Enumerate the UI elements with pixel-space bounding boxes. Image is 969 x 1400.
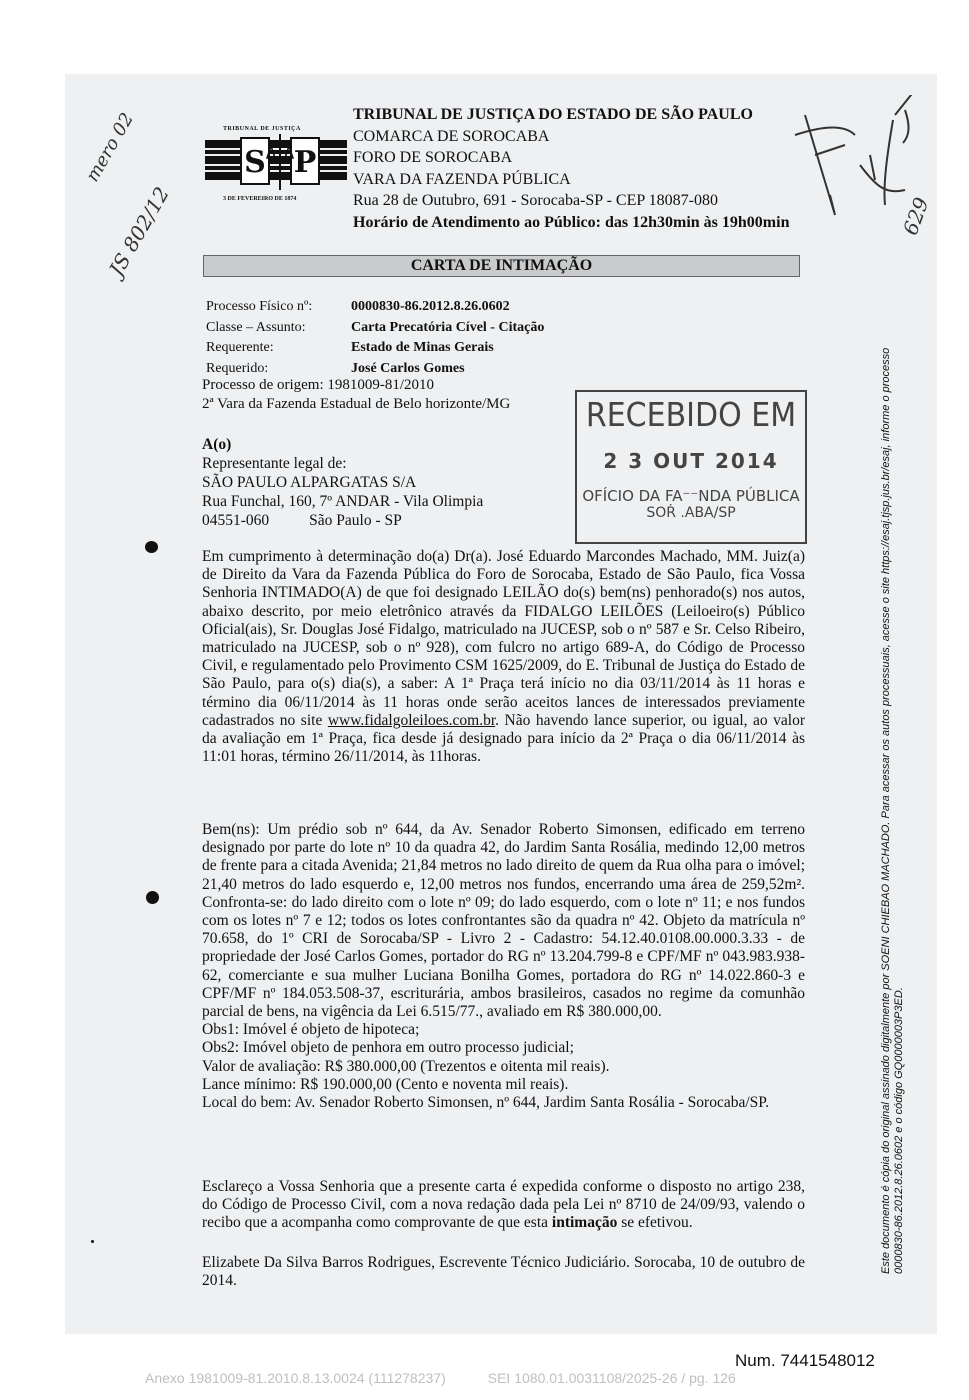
stamp-received-label: RECEBIDO EM	[585, 396, 797, 435]
recipient-company: SÃO PAULO ALPARGATAS S/A	[202, 474, 417, 491]
paragraph-clarification	[202, 1178, 805, 1233]
obs2: Obs2: Imóvel objeto de penhora em outro processo judicial;	[202, 1039, 574, 1057]
meta-label: Requerente:	[206, 340, 274, 355]
auction-site-link[interactable]: www.fidalgoleiloes.com.br	[327, 711, 496, 729]
recipient-salutation: A(o)	[202, 436, 232, 453]
stamp-date: 2 3 OUT 2014	[603, 449, 779, 473]
recipient-address	[202, 435, 483, 530]
annex-footer	[145, 1370, 736, 1386]
meta-label: Classe – Assunto:	[206, 319, 306, 335]
paragraph-determination	[202, 548, 805, 766]
handwritten-note-2: JS 802/12	[104, 182, 175, 280]
handwritten-signature-marks	[775, 95, 935, 265]
comarca-name: COMARCA DE SOROCABA	[353, 127, 550, 145]
tribunal-name: TRIBUNAL DE JUSTIÇA DO ESTADO DE SÃO PAULO	[353, 106, 753, 123]
meta-label: Processo Físico nº:	[206, 299, 313, 314]
sei-reference: SEI 1080.01.0031108/2025-26 / pg. 126	[487, 1370, 736, 1386]
property-location: Local do bem: Av. Senador Roberto Simonsen, nº 644, Jardim Santa Rosália - Sorocaba/SP.	[202, 1094, 770, 1112]
origin-process-number: Processo de origem: 1981009-81/2010	[202, 377, 435, 393]
property-description: Bem(ns): Um prédio sob nº 644, da Av. Senador Roberto Simonsen, edificado em terreno designado por parte do lote nº 10 da quadra 42, do Jardim Santa Rosália, medindo 12,00 metros de frente para a citada Avenida; 21,84 metros no lado direito de quem da Rua olha para o imóvel; 21,40 metros do lado esquerdo e, 12,00 metros nos fundos, encerrando uma área de 259,52m². Confronta-se: do lado direito com o lote nº 09; do lado esquerdo, com o lote nº 11; e nos fundos com os lotes nº 7 e 12; todos os lotes confrontantes são da quadra nº 42. Objeto da matrícula nº 70.658, do 1º CRI de Sorocaba/SP - Livro 2 - Cadastro: 54.12.40.0108.00.000.3.33 - de propriedade der José Carlos Gomes, portador do RG nº 13.204.799-8 e CPF/MF nº 043.983.938-62, comerciante e sua mulher Luciana Bonilha Gomes, portadora do RG nº 14.022.860-3 e CPF/MF nº 184.053.508-37, escriturária, ambos brasileiros, casados no regime da comunhão parcial de bens, na vigência da Lei 6.515/77., avaliado em R$ 380.000,00.	[202, 821, 805, 1021]
side-note-line-2: 0000830-86.2012.8.26.0602 e o código GQ0000003P3ED.	[893, 987, 905, 1274]
office-hours: Horário de Atendimento ao Público: das 12h30min às 19h00min	[353, 213, 790, 231]
minimum-bid: Lance mínimo: R$ 190.000,00 (Cento e noventa mil reais).	[202, 1075, 569, 1093]
side-note-line-1: Este documento é cópia do original assinado digitalmente por SOENI CHIEBAO MACHADO. Para acessar os autos processuais, acesse o site https://esaj.tjsp.jus.br/esaj, informe o processo	[880, 347, 892, 1274]
process-metadata	[206, 297, 544, 379]
paragraph-property	[202, 821, 805, 1112]
vara-name: VARA DA FAZENDA PÚBLICA	[353, 170, 571, 188]
seal-top-text: TRIBUNAL DE JUSTIÇA	[223, 126, 301, 132]
paragraph-signature: Elizabete Da Silva Barros Rodrigues, Escrevente Técnico Judiciário. Sorocaba, 10 de outubro de 2014.	[202, 1254, 805, 1290]
ink-blot	[146, 891, 159, 904]
seal-bottom-text: 3 DE FEVEREIRO DE 1874	[223, 196, 297, 202]
meta-value: Carta Precatória Cível - Citação	[351, 319, 545, 335]
court-seal	[205, 126, 347, 206]
obs1: Obs1: Imóvel é objeto de hipoteca;	[202, 1021, 420, 1039]
origin-process	[202, 376, 510, 414]
received-stamp	[575, 390, 807, 544]
recipient-city: São Paulo - SP	[309, 512, 402, 529]
svg-text:S: S	[244, 145, 266, 180]
p3-bold-word: intimação	[551, 1214, 618, 1232]
stamp-office: OFÍCIO DA FA⁻⁻NDA PÚBLICA	[582, 487, 800, 505]
recipient-cep-row	[202, 511, 483, 530]
stamp-city: SOṘ .ABA/SP	[646, 505, 736, 521]
handwritten-note-1: mero 02	[82, 109, 139, 186]
appraisal-value: Valor de avaliação: R$ 380.000,00 (Trezentos e oitenta mil reais).	[202, 1057, 610, 1075]
meta-value: José Carlos Gomes	[351, 360, 465, 376]
document-number: Num. 7441548012	[735, 1351, 875, 1370]
annex-reference: Anexo 1981009-81.2010.8.13.0024 (111278237)	[145, 1370, 446, 1386]
handwritten-page-number: 629	[898, 194, 934, 239]
meta-value: Estado de Minas Gerais	[351, 340, 494, 355]
p1-text-after: . Não havendo lance superior, ou igual, ao valor da avaliação em 1ª Praça, fica desde já designado para início da 2ª Praça o dia 06/11/2014 às 11:01 horas, término 26/11/2014, às 11horas.	[202, 711, 805, 766]
p3-text-after: se efetivou.	[617, 1214, 693, 1232]
origin-court: 2ª Vara da Fazenda Estadual de Belo horizonte/MG	[202, 396, 511, 412]
document-title: CARTA DE INTIMAÇÃO	[203, 255, 800, 277]
meta-label: Requerido:	[206, 360, 269, 376]
p1-text-before: Em cumprimento à determinação do(a) Dr(a). José Eduardo Marcondes Machado, MM. Juiz(a) de Direito da Vara da Fazenda Pública do Foro de Sorocaba, Estado de São Paulo, fica Vossa Senhoria INTIMADO(A) de que foi designado LEILÃO do(s) bem(ns) penhorado(s) nos autos, abaixo descrito, por meio eletrônico através da FIDALGO LEILÕES (Leiloeiro(s) Público Oficial(ais), Sr. Douglas José Fidalgo, matriculado na JUCESP, sob o nº 587 e Sr. Celso Ribeiro, matriculado na JUCESP, sob o nº 928), com fulcro no artigo 689-A, do Código de Processo Civil, e regulamentado pelo Provimento CSM 1625/2009, do E. Tribunal de Justiça do Estado de São Paulo, para o(s) dia(s), a saber: A 1ª Praça terá início no dia 03/11/2014 às 11 horas e término dia 06/11/2014 às 11 horas onde serão aceitos lances de interessados previamente cadastrados no site	[202, 548, 805, 729]
p3-text-before: Esclareço a Vossa Senhoria que a presente carta é expedida conforme o disposto no artigo 238, do Código de Processo Civil, com a nova redação dada pela Lei nº 8710 de 24/09/93, valendo o recibo que a acompanha como comprovante de que esta	[202, 1178, 805, 1232]
court-address: Rua 28 de Outubro, 691 - Sorocaba-SP - CEP 18087-080	[353, 192, 718, 209]
ink-dot	[91, 1240, 94, 1243]
svg-text:P: P	[293, 145, 317, 180]
recipient-cep: 04551-060	[202, 512, 270, 529]
meta-value: 0000830-86.2012.8.26.0602	[351, 299, 510, 314]
recipient-role: Representante legal de:	[202, 455, 347, 472]
court-header	[205, 104, 805, 244]
court-seal-icon	[205, 126, 347, 206]
meta-row	[206, 297, 544, 318]
ink-blot	[145, 541, 158, 553]
meta-row	[206, 338, 544, 359]
foro-name: FORO DE SOROCABA	[353, 149, 513, 166]
meta-row	[206, 318, 544, 339]
recipient-street: Rua Funchal, 160, 7º ANDAR - Vila Olimpia	[202, 493, 484, 510]
